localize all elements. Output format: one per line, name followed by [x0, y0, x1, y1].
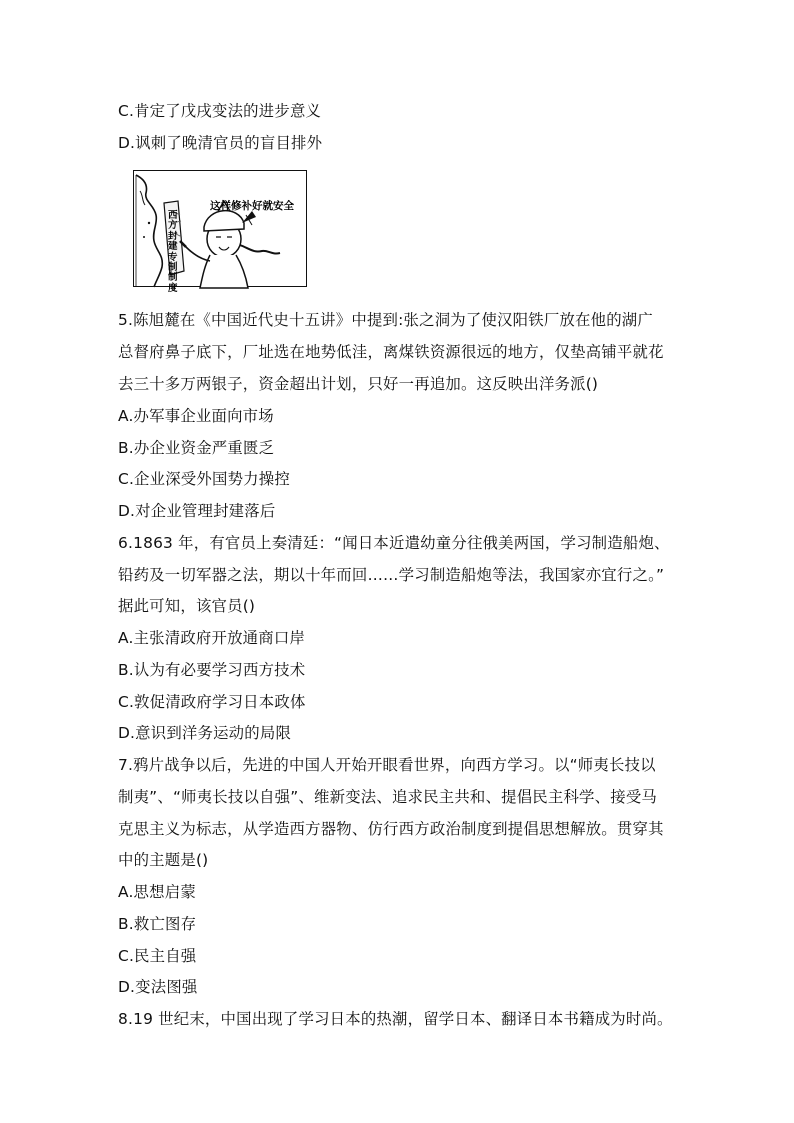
question-7-option-c: C.民主自强 — [118, 947, 197, 965]
question-7-option-b: B.救亡图存 — [118, 915, 197, 933]
question-5-option-a: A.办军事企业面向市场 — [118, 407, 274, 425]
question-6-line-1: 6.1863 年，有官员上奏清廷：“闻日本近遣幼童分往俄美两国，学习制造船炮、 — [118, 534, 670, 552]
question-6-option-c: C.敦促清政府学习日本政体 — [118, 693, 306, 711]
question-5-line-1: 5.陈旭麓在《中国近代史十五讲》中提到:张之洞为了使汉阳铁厂放在他的湖广 — [118, 311, 653, 329]
question-7-option-d: D.变法图强 — [118, 978, 198, 996]
question-8-line-1: 8.19 世纪末，中国出现了学习日本的热潮，留学日本、翻译日本书籍成为时尚。 — [118, 1010, 673, 1028]
question-5-line-2: 总督府鼻子底下，厂址选在地势低洼，离煤铁资源很远的地方，仅垫高铺平就花 — [118, 343, 664, 361]
option-d-prev: D.讽刺了晚清官员的盲目排外 — [118, 134, 323, 152]
question-6-option-b: B.认为有必要学习西方技术 — [118, 661, 306, 679]
question-5-option-c: C.企业深受外国势力操控 — [118, 470, 290, 488]
question-7-line-2: 制夷”、“师夷长技以自强”、维新变法、追求民主共和、提倡民主科学、接受马 — [118, 788, 658, 806]
question-5-option-d: D.对企业管理封建落后 — [118, 502, 276, 520]
question-5-option-b: B.办企业资金严重匮乏 — [118, 439, 275, 457]
question-6-line-3: 据此可知，该官员() — [118, 597, 256, 615]
cartoon-drawing — [134, 171, 308, 288]
question-6-option-a: A.主张清政府开放通商口岸 — [118, 629, 306, 647]
question-6-option-d: D.意识到洋务运动的局限 — [118, 724, 292, 742]
option-c-prev: C.肯定了戊戌变法的进步意义 — [118, 102, 322, 120]
cartoon-caption: 这样修补好就安全 — [210, 200, 294, 212]
question-7-option-a: A.思想启蒙 — [118, 883, 196, 901]
question-5-line-3: 去三十多万两银子，资金超出计划，只好一再追加。这反映出洋务派() — [118, 375, 599, 393]
cartoon-wall-label: 西方 封建专制制度 — [168, 210, 178, 294]
question-7-line-3: 克思主义为标志，从学造西方器物、仿行西方政治制度到提倡思想解放。贯穿其 — [118, 820, 664, 838]
question-7-line-1: 7.鸦片战争以后，先进的中国人开始开眼看世界，向西方学习。以“师夷长技以 — [118, 756, 656, 774]
question-7-line-4: 中的主题是() — [118, 851, 209, 869]
cartoon-figure — [133, 170, 307, 294]
question-6-line-2: 铅药及一切军器之法，期以十年而回……学习制造船炮等法，我国家亦宜行之。” — [118, 566, 665, 584]
